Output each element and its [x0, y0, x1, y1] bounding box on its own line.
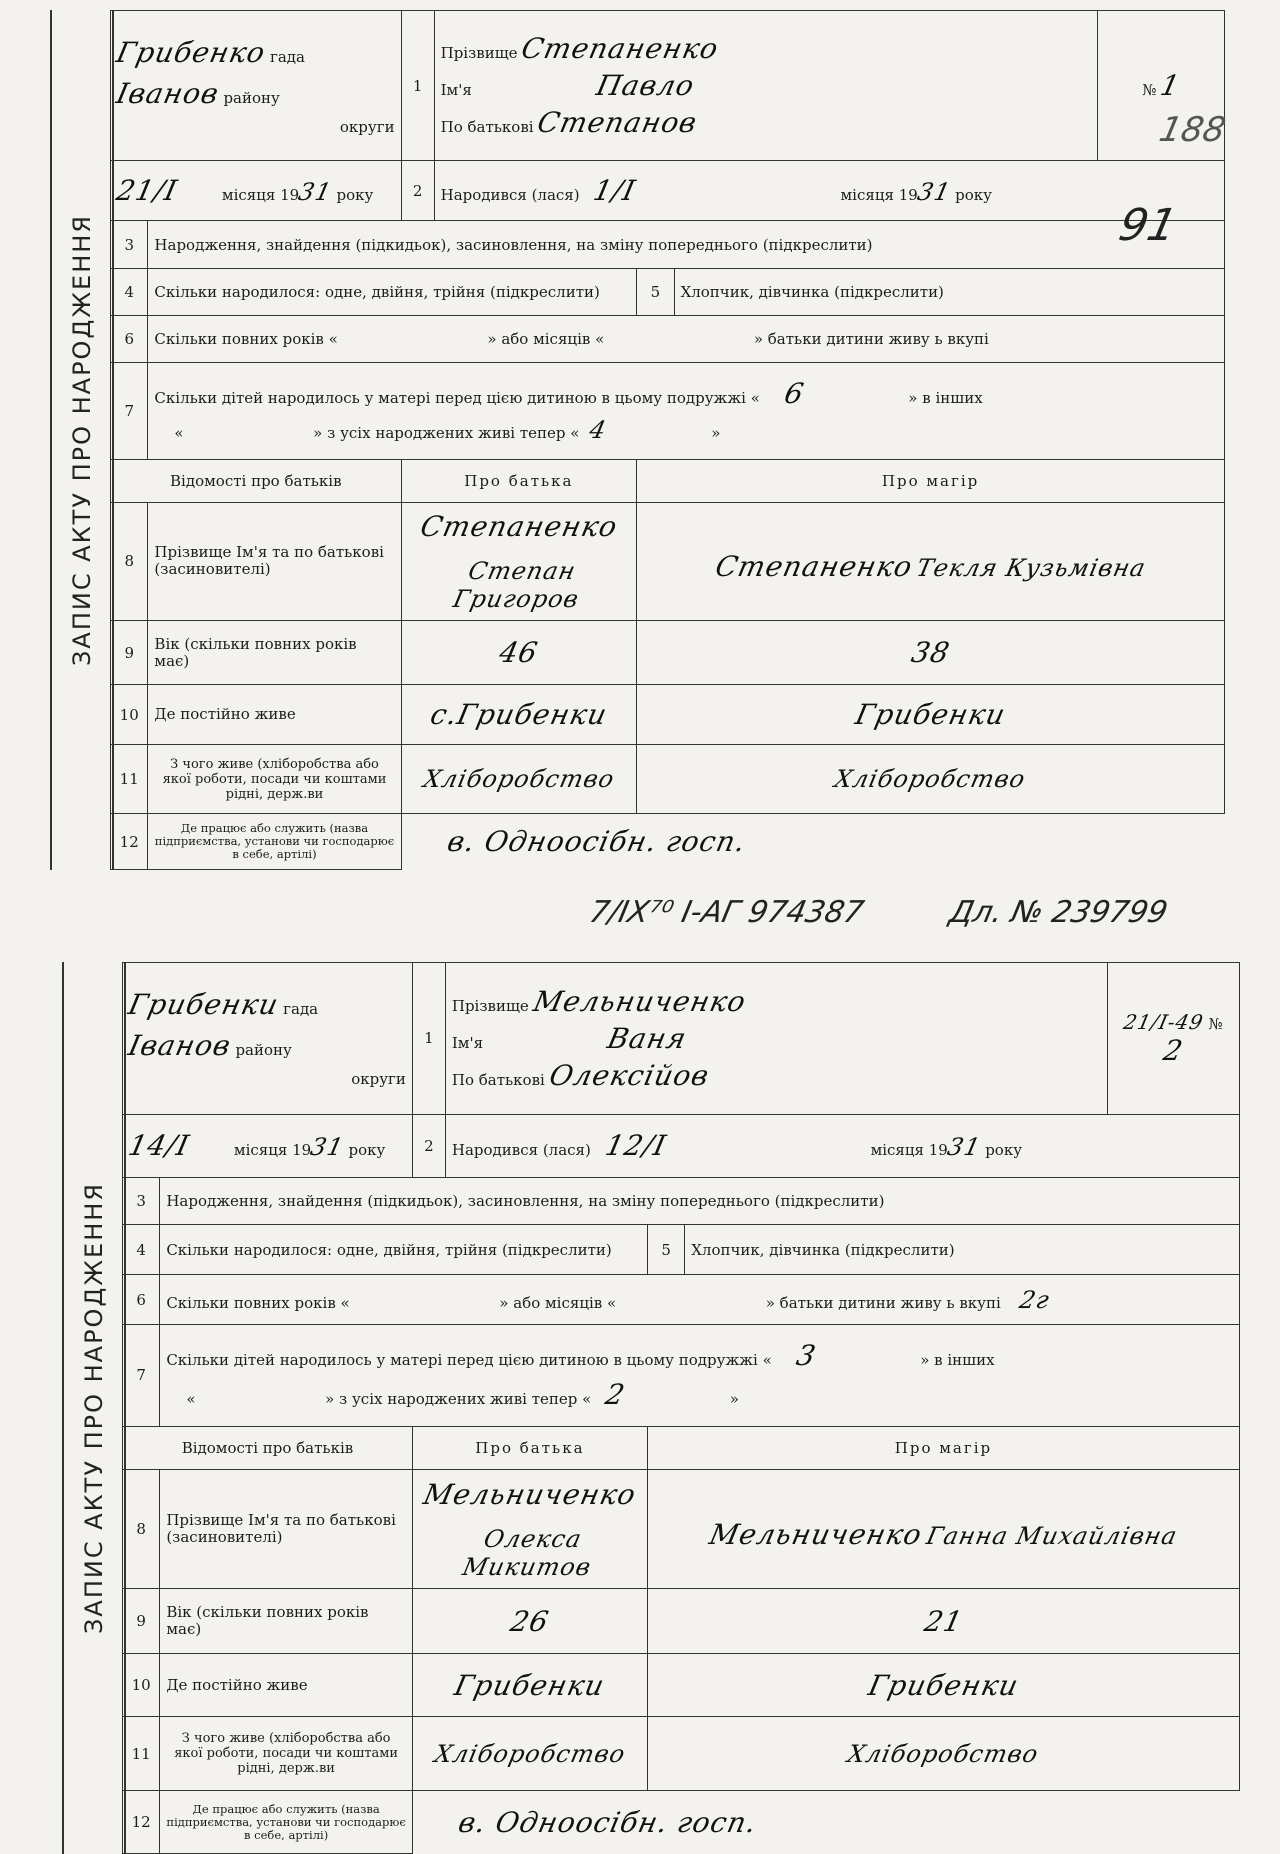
row5-sex: Хлопчик, дівчинка (підкреслити): [685, 1225, 1240, 1275]
row7-children-count: Скільки дітей народилось у матері перед цією дитиною в цьому подружжі « 3 » в інших « » з усіх народжених живі тепер « 2 »: [160, 1325, 1240, 1427]
father-full-name: Степаненко Степан Григоров: [401, 502, 637, 620]
registration-date: 14/I місяця 1931 року: [123, 1114, 413, 1177]
mother-full-name: Мельниченко Ганна Михайлівна: [647, 1470, 1239, 1589]
record-number: 1: [1157, 69, 1184, 103]
row6-years-together: Скільки повних років « » або місяців « » батьки дитини живу ь вкупі: [148, 315, 1225, 362]
children-alive: 4: [587, 416, 610, 445]
row4-multiplicity: Скільки народилося: одне, двійня, трійня (підкреслити): [148, 268, 637, 315]
record-number-box: 21/I-49 № 2: [1108, 963, 1240, 1115]
record-sidebar-title: ЗАПИС АКТУ ПРО НАРОДЖЕННЯ: [50, 10, 114, 870]
mother-residence: Грибенки: [865, 1668, 1022, 1702]
child-name: Павло: [593, 69, 698, 103]
child-name: Ваня: [604, 1021, 690, 1055]
registration-date: 21/I місяця 1931 року: [111, 161, 402, 221]
mother-age: 21: [921, 1604, 966, 1638]
row5-sex: Хлопчик, дівчинка (підкреслити): [674, 268, 1224, 315]
place-block: Грибенки гада Іванов району округи: [123, 963, 413, 1115]
father-occupation: Хліборобство: [431, 1739, 629, 1768]
registration-reference-note: 7/IX⁷⁰ I-AГ 974387: [586, 895, 867, 930]
birth-record-2: ЗАПИС АКТУ ПРО НАРОДЖЕННЯ Грибенки гада Іванов району округи 1 Прізвище Мельниченко Ім'я Ваня По батькові Олексійов 21/I-49 № 2 14/I місяця 1931 року 2 Народився (лася) 12/I місяця 1931 року 3 Народження, знайдення (підкидьок), засиновлення, на зміну попереднього (підкреслити) 4 Скільки народилося: одне, двійня, трійня (підкреслити) 5 Хлопчик, дівчинка (підкреслити) 6 Скільки повних років « » або місяців « » батьки дитини живу ь вкупі 2г 7 Скільки дітей народилось у матері перед цією дитиною в цьому подружжі « 3 » в інших « » з усіх народжених живі тепер « 2 » Відомості про батьків Про батька Про магір 8 Прізвище Ім'я та по батькові (засиновителі) Мельниченко Олекса Микитов Мельниченко Ганна Михайлівна 9 Вік (скільки повних років має) 26 21 10 Де постійно живе Грибенки Грибенки 11 З чого живе (хліборобства або якої роботи, посади чи коштами рідні, держ.ви Хліборобство Хліборобство 12 Де працює або служить (назва підприємства, установи чи господарює в себе, артілі) в. Одноосібн. госп.: [62, 962, 1240, 1854]
children-before: 3: [793, 1339, 819, 1373]
workplace: в. Одноосібн. госп.: [444, 825, 749, 859]
village-value: Грибенко: [113, 35, 269, 69]
mother-age: 38: [908, 636, 953, 670]
father-age: 26: [507, 1604, 553, 1638]
record-stamp: 21/I-49: [1121, 1009, 1207, 1034]
children-alive: 2: [602, 1378, 629, 1412]
mother-occupation: Хліборобство: [845, 1739, 1042, 1768]
birth-record-1: ЗАПИС АКТУ ПРО НАРОДЖЕННЯ Грибенко гада Іванов району округи 1 Прізвище Степаненко Ім'я Павло По батькові Степанов № 1 21/I місяця 1931 року 2 Народився (лася) 1/I місяця 1931 року 3 Народження, знайдення (підкидьок), засиновлення, на зміну попереднього (підкреслити) 4 Скільки народилося: одне, двійня, трійня (підкреслити) 5 Хлопчик, дівчинка (підкреслити) 6 Скільки повних років « » або місяців « » батьки дитини живу ь вкупі 7 Скільки дітей народилось у матері перед цією дитиною в цьому подружжі « 6 » в інших « » з усіх народжених живі тепер « 4 » Відомості про батьків Про батька Про магір 8 Прізвище Ім'я та по батькові (засиновителі) Степаненко Степан Григоров Степаненко Текля Кузьмівна 9 Вік (скільки повних років має) 46 38 10 Де постійно живе с.Грибенки Грибенки 11 З чого живе (хліборобства або якої роботи, посади чи коштами рідні, держ.ви Хліборобство Хліборобство 12 Де працює або служить (назва підприємства, установи чи господарює в себе, артілі) в. Одноосібн. госп.: [50, 10, 1225, 870]
mother-residence: Грибенки: [852, 698, 1009, 732]
row3-event-type: Народження, знайдення (підкидьок), засиновлення, на зміну попереднього (підкреслити): [160, 1177, 1240, 1225]
record-number: 2: [1160, 1033, 1187, 1067]
raion-value: Іванов: [113, 76, 223, 110]
child-name-block: Прізвище Степаненко Ім'я Павло По батькові Степанов: [434, 11, 1098, 161]
children-before: 6: [781, 377, 808, 411]
row3-event-type: Народження, знайдення (підкидьок), засиновлення, на зміну попереднього (підкреслити): [148, 221, 1225, 268]
child-surname: Степаненко: [518, 32, 723, 66]
row6-years-together: Скільки повних років « » або місяців « » батьки дитини живу ь вкупі 2г: [160, 1275, 1240, 1325]
record-number-box: № 1: [1098, 11, 1225, 161]
mother-full-name: Степаненко Текля Кузьмівна: [637, 502, 1225, 620]
workplace: в. Одноосібн. госп.: [455, 1805, 760, 1839]
father-residence: с.Грибенки: [427, 698, 611, 732]
child-surname: Мельниченко: [530, 984, 749, 1018]
child-patronymic: Олексійов: [546, 1058, 713, 1092]
row4-multiplicity: Скільки народилося: одне, двійня, трійня (підкреслити): [160, 1225, 648, 1275]
record-sidebar-title: ЗАПИС АКТУ ПРО НАРОДЖЕННЯ: [62, 962, 126, 1854]
father-residence: Грибенки: [451, 1668, 609, 1702]
side-number-note-b: 91: [1114, 200, 1182, 251]
years-together-value: 2г: [1016, 1285, 1052, 1314]
place-block: Грибенко гада Іванов району округи: [111, 11, 402, 161]
mother-occupation: Хліборобство: [832, 765, 1029, 794]
birth-date: Народився (лася) 1/I місяця 1931 року: [434, 161, 1224, 221]
side-number-note: 188: [1155, 110, 1230, 150]
serial-reference-note: Дл. № 239799: [946, 895, 1171, 930]
birth-date: Народився (лася) 12/I місяця 1931 року: [445, 1114, 1239, 1177]
row7-children-count: Скільки дітей народилось у матері перед цією дитиною в цьому подружжі « 6 » в інших « » з усіх народжених живі тепер « 4 »: [148, 363, 1225, 460]
village-value: Грибенки: [125, 988, 282, 1022]
father-age: 46: [496, 636, 542, 670]
child-name-block: Прізвище Мельниченко Ім'я Ваня По батькові Олексійов: [445, 963, 1107, 1115]
father-full-name: Мельниченко Олекса Микитов: [412, 1470, 647, 1589]
child-patronymic: Степанов: [534, 106, 701, 140]
father-occupation: Хліборобство: [420, 765, 617, 794]
raion-value: Іванов: [125, 1029, 235, 1063]
